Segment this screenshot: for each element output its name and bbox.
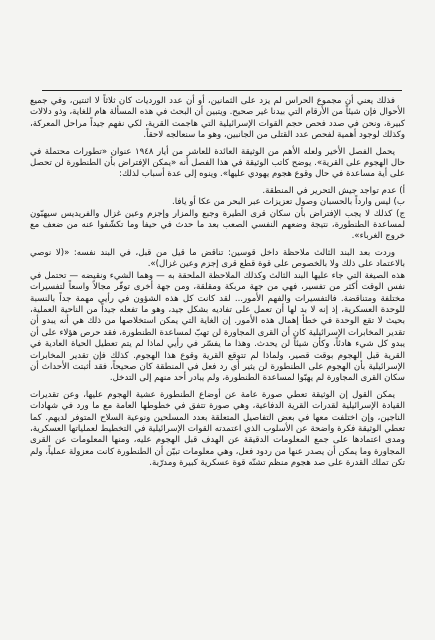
paragraph-1: فذلك يعني أن مجموع الحراس لم يزد على الثمانين، أو أن عدد الورديات كان ثلاثاً لا اثنتين، وفي جميع الأحوال فإن شيئاً من الأرقام التي بيدنا غير صحيح. ويتبين أن البحث في هذه المسألة هام للغاية، وذو دلالات كبيرة، ونحن في صدد فحص حجم القوات الإسرائيلية التي هاجمت القرية، لكي نفهم جيداً مراحل المعركة، وكذلك لوجود أهمية لفحص عدد القتلى من الجانبين، وهو ما سنعالجه لاحقاً. [30,96,405,141]
header-rule [42,90,402,91]
list-item-b: ب) ليس وارداً بالحسبان وصول تعزيزات عبر البحر من عكا أو يافا. [172,197,405,208]
paragraph-3: وردت بعد البند الثالث ملاحظة داخل قوسين: تناقض ما قيل من قبل، في البند نفسه: «(لا نوصي بالاعتماد على ذلك ولا بالخصوص على قوة قطع قرى إجزم وعين غزال)». [30,247,405,270]
paragraph-2: يحمل الفصل الأخير ولعله الأهم من الوثيقة العائدة للعاشر من أيار ١٩٤٨ عنوان «تطورات محتملة في حال الهجوم على القرية». يوضح كاتب الوثيقة في هذا الفصل أنه «يمكن الإفتراض بأن الطنطورة لن تحصل على أية مساعدة في حال وقوع هجوم يهودي عليها». وينوه إلى عدة أسباب لذلك: [30,146,405,180]
paragraph-4: هذه الصيغة التي جاء عليها البند الثالث وكذلك الملاحظة الملحقة به — وهما الشيء ونقيضه — تحتمل في نفس الوقت أكثر من تفسير، فهي من جهة مربكة ومقلقة، ومن جهة أخرى توفّر مجالاً واسعاً لتفسيرات مختلفة ومتناقضة. فالتفسيرات والفهم الأمور... لقد كانت كل هذه الشؤون في رأيي مهمة جداً بالنسبة للوحدة العسكرية، إذ إنه لا بد لها أن تعمل على تفاديه بشكل جيد، وهو ما تفعله جيداً من الناحية العملية، بحيث لا تقع الوحدة في خطأ إهمال هذه الأمور. إن الغاية التي يمكن استخلاصها من ذلك هي أنه يبدو أن تقدير المخابرات الإسرائيلية كان أن القرى المجاورة لن تهبّ لمساعدة الطنطورة، فقد حرص هؤلاء على أن يبدو كل شيء هادئاً، وكأن شيئاً لن يحدث. وهذا ما يفسّر في رأيي لماذا لم يتم تعطيل الحياة العادية في القرية قبل الهجوم بوقت قصير، ولماذا لم تتوقع القرية وقوع هذا الهجوم. كذلك فإن تقدير المخابرات الإسرائيلية بأن الهجوم على الطنطورة لن يثير أي رد فعل في المنطقة كان صحيحاً، فقد أثبتت الأحداث أن سكان القرى المجاورة لم يهبّوا لمساعدة الطنطورة، ولم يبادر أحد منهم إلى التدخل. [30,270,405,384]
list-item-a: أ) عدم تواجد جيش التحرير في المنطقة. [262,185,405,196]
list-item-c: ج) كذلك لا يجب الإفتراض بأن سكان قرى الطيرة وجبع والمزار وإجزم وعين غزال والفريديس سيهبّون لمساعدة الطنطورة، نتيجة وضعهم النفسي الصعب بعد ما حدث في حيفا وما تكشّفوا عنه من ضعف مع خروج الغرباء». [30,208,405,242]
body-text [30,96,405,470]
paragraph-5: يمكن القول إن الوثيقة تعطي صورة عامة عن أوضاع الطنطورة عشية الهجوم عليها، وعن تقديرات القيادة الإسرائيلية لقدرات القرية الدفاعية، وهي صورة تتفق في خطوطها العامة مع ما ورد في شهادات الناجين، وإن اختلفت معها في بعض التفاصيل المتعلقة بعدد المسلحين ونوعية السلاح المتوفر لديهم. كما تعطي الوثيقة فكرة واضحة عن الأسلوب الذي اعتمدته القوات الإسرائيلية في التخطيط لعملياتها العسكرية، ومدى اعتمادها على جمع المعلومات الدقيقة عن الهدف قبل الهجوم عليه، ومنها المعلومات عن القرى المجاورة وما يمكن أن يصدر عنها من ردود فعل، وهي معلومات تبيّن أن الطنطورة كانت معزولة عملياً، ولم تكن تملك القدرة على صد هجوم منظم تشنّه قوة عسكرية كبيرة ومدرّبة. [30,389,405,469]
